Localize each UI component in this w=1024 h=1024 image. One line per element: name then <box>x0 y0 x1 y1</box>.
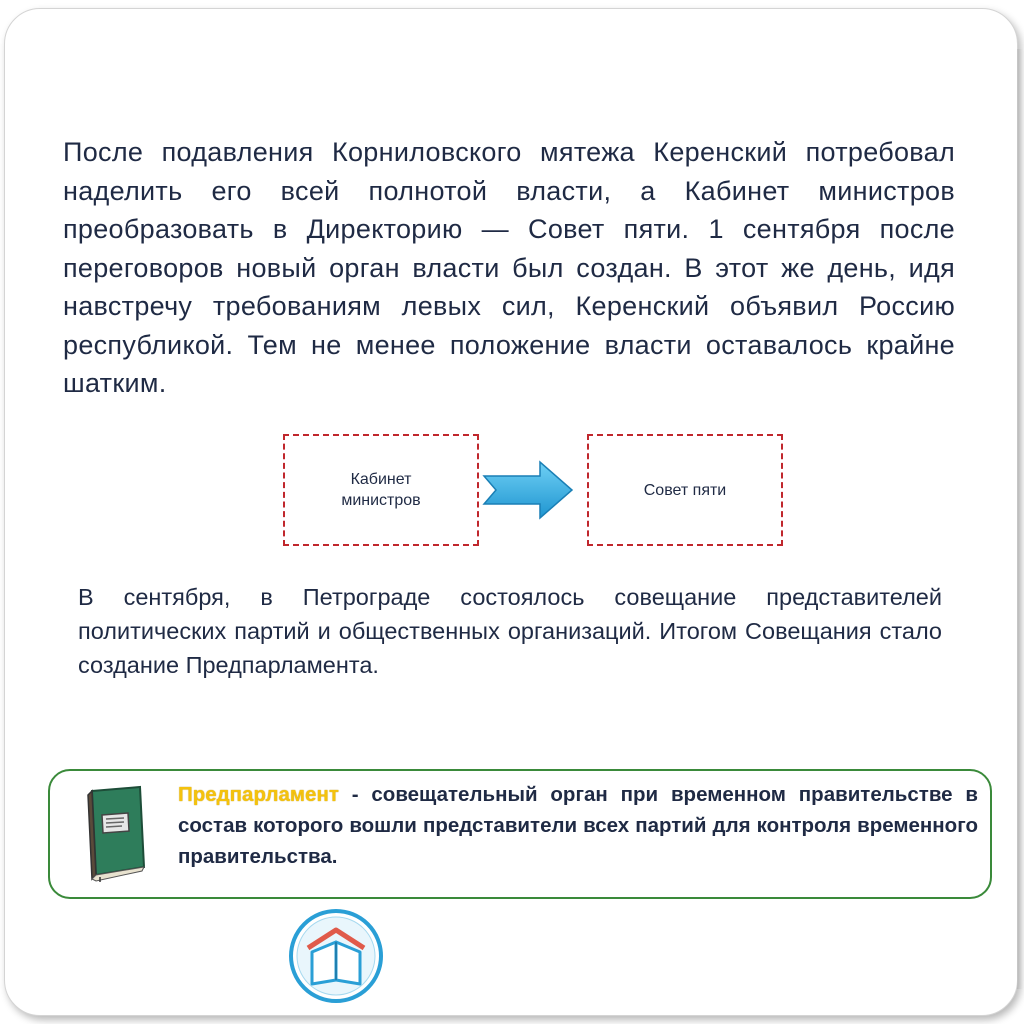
diagram-box-council-label: Совет пяти <box>643 481 727 499</box>
diagram-box-council <box>587 434 783 546</box>
book-icon <box>78 785 150 883</box>
definition-body: - совещательный орган при временном правительстве в состав которого вошли представители всех партий для контроля временного правительства. <box>178 783 978 868</box>
diagram-box-cabinet-label: Кабинет министров <box>341 471 421 509</box>
definition-box <box>48 769 992 899</box>
definition-term: Предпарламент <box>178 783 339 806</box>
main-paragraph: После подавления Корниловского мятежа Керенский потребовал наделить его всей полнотой власти, а Кабинет министров преобразовать в Директорию — Совет пяти. 1 сентября после переговоров новый орган власти был создан. В этот же день, идя навстречу требованиям левых сил, Керенский объявил Россию республикой. Тем не менее положение власти оставалось крайне шатким. <box>63 137 955 398</box>
definition-text <box>178 779 978 872</box>
right-arrow-icon <box>482 460 574 520</box>
second-paragraph: В сентября, в Петрограде состоялось совещание представителей политических партий и общественных организаций. Итогом Совещания стало создание Предпарламента. <box>78 584 942 678</box>
diagram-box-cabinet <box>283 434 479 546</box>
open-book-logo-icon <box>288 908 384 1004</box>
